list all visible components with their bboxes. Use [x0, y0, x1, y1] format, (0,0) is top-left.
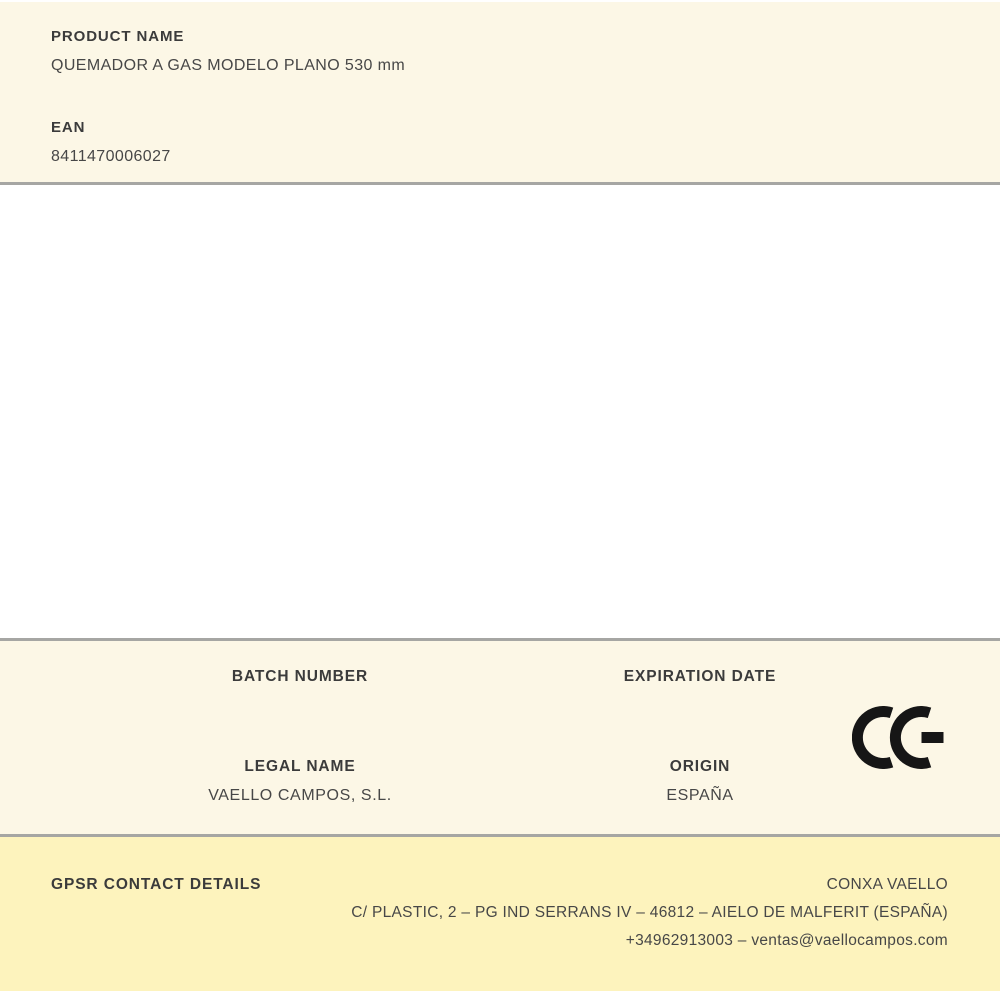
- ean-label: EAN: [51, 119, 86, 136]
- contact-address: C/ PLASTIC, 2 – PG IND SERRANS IV – 46812 – AIELO DE MALFERIT (ESPAÑA): [351, 904, 948, 921]
- product-image-area: [0, 185, 1000, 641]
- product-info-section: [0, 2, 1000, 185]
- batch-number-label: BATCH NUMBER: [231, 668, 369, 685]
- details-left-column: [100, 668, 500, 805]
- expiration-date-label: EXPIRATION DATE: [623, 668, 777, 685]
- product-name-value: QUEMADOR A GAS MODELO PLANO 530 mm: [51, 57, 406, 74]
- contact-name: CONXA VAELLO: [826, 876, 948, 893]
- gpsr-contact-section: [0, 837, 1000, 991]
- details-right-column: [500, 668, 900, 805]
- gpsr-contact-info: [351, 871, 948, 955]
- ean-value: 8411470006027: [51, 148, 171, 165]
- ce-mark-icon: [852, 706, 944, 769]
- ean-field: [51, 119, 949, 166]
- product-name-field: [51, 28, 949, 75]
- origin-label: ORIGIN: [669, 758, 731, 775]
- product-name-label: PRODUCT NAME: [51, 28, 185, 45]
- details-section: [0, 641, 1000, 837]
- legal-name-label: LEGAL NAME: [244, 758, 356, 775]
- contact-phone-email: +34962913003 – ventas@vaellocampos.com: [625, 932, 948, 949]
- origin-value: ESPAÑA: [666, 787, 734, 804]
- gpsr-contact-label: GPSR CONTACT DETAILS: [51, 876, 262, 893]
- details-grid: [100, 641, 900, 805]
- legal-name-value: VAELLO CAMPOS, S.L.: [208, 787, 392, 804]
